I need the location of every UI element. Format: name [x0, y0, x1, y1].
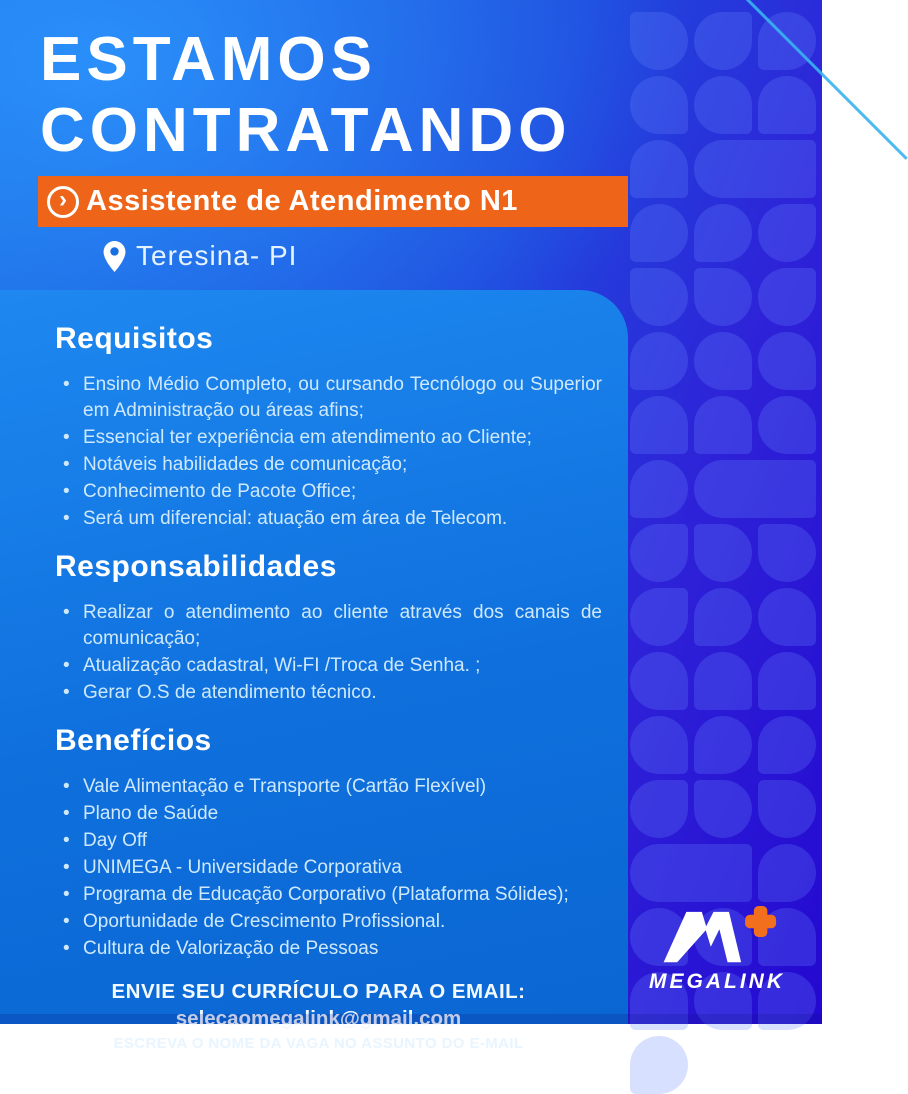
megalink-m-icon [654, 906, 780, 968]
beneficios-list [61, 774, 602, 962]
list-item: • Programa de Educação Corporativo (Plataforma Sólides); [61, 882, 602, 908]
decorative-tile [694, 652, 752, 710]
location-row [103, 240, 660, 272]
contact-email: selecaomegalink@gmail.com [175, 1007, 462, 1030]
decorative-tile [758, 716, 816, 774]
decorative-tile [694, 588, 752, 646]
list-item: • Day Off [61, 828, 602, 854]
decorative-tile [694, 716, 752, 774]
job-title-banner [38, 176, 628, 227]
list-item: • Gerar O.S de atendimento técnico. [61, 680, 602, 706]
job-title: Assistente de Atendimento N1 [86, 185, 518, 217]
details-card [0, 290, 628, 1052]
list-item: • Essencial ter experiência em atendimento ao Cliente; [61, 425, 602, 451]
decorative-tile [630, 268, 688, 326]
decorative-tile [758, 396, 816, 454]
list-item: • Vale Alimentação e Transporte (Cartão Flexível) [61, 774, 602, 800]
poster-header [0, 0, 660, 272]
decorative-tile [630, 396, 688, 454]
page-title [40, 24, 660, 166]
decorative-tile [694, 396, 752, 454]
decorative-tile [758, 332, 816, 390]
decorative-tile [694, 12, 752, 70]
section-requisitos [55, 322, 602, 532]
decorative-tile [694, 332, 752, 390]
contact-note: ESCREVA O NOME DA VAGA NO ASSUNTO DO E-MAIL [113, 1035, 524, 1052]
decorative-tile [630, 588, 688, 646]
decorative-tile [694, 780, 752, 838]
contact-heading: ENVIE SEU CURRÍCULO PARA O EMAIL: [111, 980, 526, 1003]
list-item: • Conhecimento de Pacote Office; [61, 479, 602, 505]
section-heading: Responsabilidades [55, 550, 337, 583]
location-label: Teresina- PI [136, 240, 298, 271]
decorative-tile [758, 844, 816, 902]
list-item: • Será um diferencial: atuação em área de Telecom. [61, 506, 602, 532]
decorative-tile [694, 140, 816, 198]
logo-wordmark: MEGALINK [649, 970, 785, 993]
list-item: • Notáveis habilidades de comunicação; [61, 452, 602, 478]
decorative-tile [630, 332, 688, 390]
list-item: • Atualização cadastral, Wi-FI /Troca de Senha. ; [61, 653, 602, 679]
location-pin-icon [103, 241, 126, 272]
decorative-tile [630, 780, 688, 838]
decorative-tile [694, 204, 752, 262]
section-heading: Requisitos [55, 322, 214, 355]
section-heading: Benefícios [55, 724, 212, 757]
list-item: • Ensino Médio Completo, ou cursando Tecnólogo ou Superior em Administração ou áreas afins; [61, 372, 602, 424]
decorative-tile [758, 76, 816, 134]
decorative-tile [694, 76, 752, 134]
list-item: • Realizar o atendimento ao cliente através dos canais de comunicação; [61, 600, 602, 652]
list-item: • Plano de Saúde [61, 801, 602, 827]
list-item: • Cultura de Valorização de Pessoas [61, 936, 602, 962]
decorative-tile [694, 460, 816, 518]
decorative-tile [758, 652, 816, 710]
decorative-tile [630, 1036, 688, 1094]
list-item: • UNIMEGA - Universidade Corporativa [61, 855, 602, 881]
list-item: • Oportunidade de Crescimento Profissional. [61, 909, 602, 935]
requisitos-list [61, 372, 602, 532]
decorative-tile [758, 524, 816, 582]
title-line-1: ESTAMOS [40, 25, 377, 94]
decorative-tile [630, 524, 688, 582]
section-responsabilidades [55, 550, 602, 706]
decorative-tile [630, 844, 752, 902]
decorative-tile [758, 204, 816, 262]
title-line-2: CONTRATANDO [40, 96, 572, 165]
decorative-tile [758, 268, 816, 326]
decorative-tile [758, 588, 816, 646]
chevron-circle-icon: › [47, 186, 79, 218]
section-beneficios [55, 724, 602, 962]
decorative-tile [630, 716, 688, 774]
megalink-logo [622, 906, 812, 994]
bottom-edge-shade [0, 1014, 822, 1024]
decorative-tile [758, 780, 816, 838]
decorative-tile [630, 460, 688, 518]
decorative-tile [630, 652, 688, 710]
decorative-tile [694, 268, 752, 326]
responsabilidades-list [61, 600, 602, 706]
decorative-tile [694, 524, 752, 582]
